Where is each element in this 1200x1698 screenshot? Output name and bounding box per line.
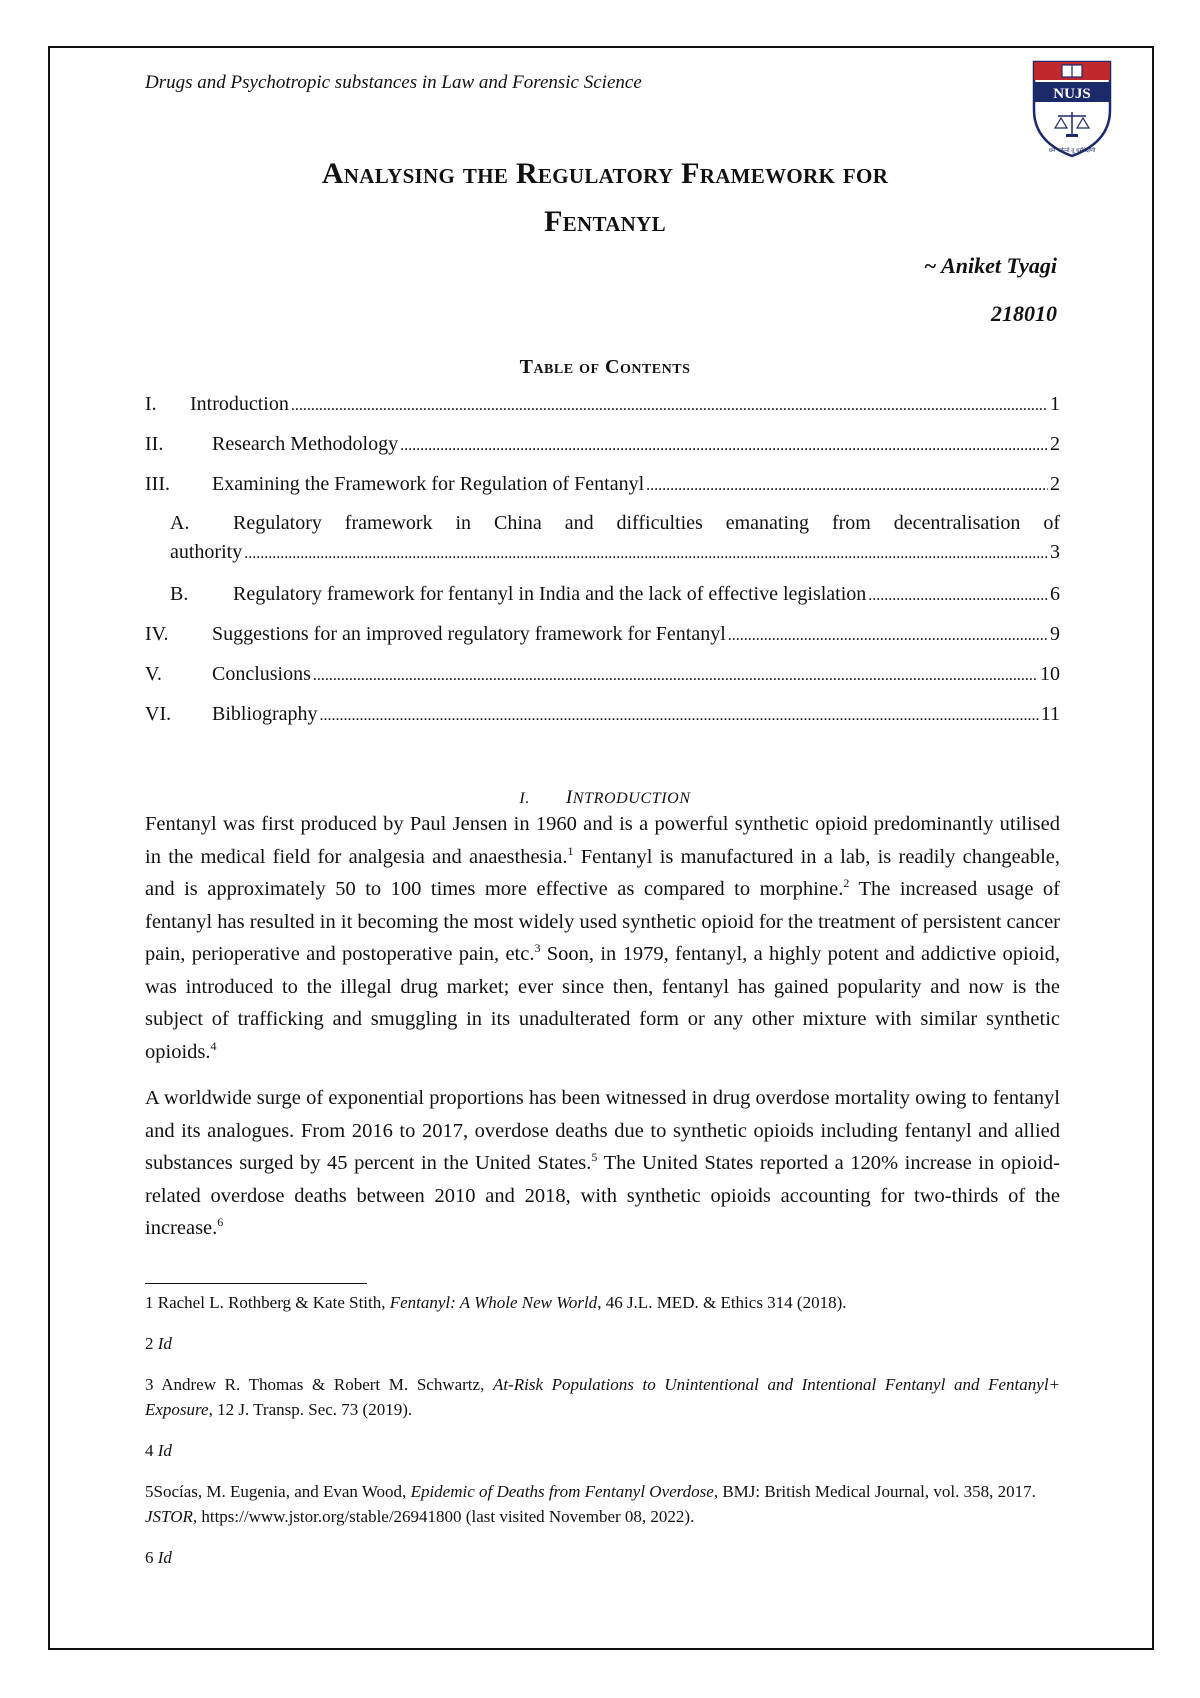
toc-entry[interactable]: VI. Bibliography ..... 11 bbox=[145, 694, 1060, 734]
footnote-ref[interactable]: 1 bbox=[567, 843, 574, 858]
svg-text:धर्म पर्यत्नो तु धर्मपेक्षणी: धर्म पर्यत्नो तु धर्मपेक्षणी bbox=[1048, 148, 1096, 154]
toc-entry[interactable]: V. Conclusions ..... 10 bbox=[145, 654, 1060, 694]
document-title bbox=[145, 150, 1065, 246]
footnote: 6 Id bbox=[145, 1548, 172, 1567]
student-id: 218010 bbox=[991, 301, 1057, 326]
title-line-2: Fentanyl bbox=[544, 205, 666, 238]
footnote: 5Socías, M. Eugenia, and Evan Wood, Epidemic of Deaths from Fentanyl Overdose, BMJ: British Medical Journal, vol. 358, 2017. JSTOR, https://www.jstor.org/stable/26941800 (last visited November 08, 2022). bbox=[145, 1482, 1036, 1526]
footnote: 3 Andrew R. Thomas & Robert M. Schwartz, At-Risk Populations to Unintentional and Intentional Fentanyl and Fentanyl+ Exposure, 12 J. Transp. Sec. 73 (2019). bbox=[145, 1375, 1061, 1419]
toc-heading: Table of Contents bbox=[519, 356, 691, 378]
footnote: 1 Rachel L. Rothberg & Kate Stith, Fentanyl: A Whole New World, 46 J.L. MED. & Ethics 314 (2018). bbox=[145, 1293, 847, 1312]
paragraph-1: Fentanyl was first produced by Paul Jensen in 1960 and is a powerful synthetic opioid predominantly utilised in the medical field for analgesia and anaesthesia.$^1$ Fentanyl is manufactured in a lab, is readily changeable, and is approximately 50 to 100 times more effective as compared to morphine.$^2$ The increased usage of fentanyl has resulted in it becoming the most widely used synthetic opioid for the treatment of persistent cancer pain, perioperative and postoperative pain, etc.$^3$ Soon, in 1979, fentanyl, a highly potent and addictive opioid, was introduced to the illegal drug market; ever since then, fentanyl has gained popularity and now is the subject of trafficking and smuggling in its unadulterated form or any other mixture with similar synthetic opioids.$^4$ bbox=[145, 813, 1060, 1063]
footnote-ref[interactable]: 3 bbox=[534, 941, 541, 956]
footnote-ref[interactable]: 2 bbox=[843, 876, 850, 891]
footnote-ref[interactable]: 5 bbox=[591, 1150, 598, 1165]
jstor-link[interactable]: , https://www.jstor.org/stable/26941800 (last visited November 08, 2022). bbox=[192, 1507, 695, 1526]
table-of-contents bbox=[145, 384, 1060, 734]
toc-entry[interactable]: II. Research Methodology ..... 2 bbox=[145, 424, 1060, 464]
toc-entry[interactable]: A. Regulatory framework in China and difficulties emanating from decentralisation of authority ..... 3 bbox=[170, 504, 1060, 574]
toc-entry[interactable]: B. Regulatory framework for fentanyl in India and the lack of effective legislation ..... 6 bbox=[170, 574, 1060, 614]
footnote-ref[interactable]: 4 bbox=[210, 1038, 217, 1053]
paragraph-2: A worldwide surge of exponential proportions has been witnessed in drug overdose mortality owing to fentanyl and its analogues. From 2016 to 2017, overdose deaths due to synthetic opioids including fentanyl and allied substances surged by 45 percent in the United States.$^5$ The United States reported a 120% increase in opioid-related overdose deaths between 2010 and 2018, with synthetic opioids accounting for two-thirds of the increase.$^6$ bbox=[145, 1087, 1061, 1239]
title-line-1: Analysing the Regulatory Framework for bbox=[321, 157, 889, 190]
toc-entry[interactable]: I. Introduction ..... 1 bbox=[145, 384, 1060, 424]
footnote: 2 Id bbox=[145, 1334, 172, 1353]
footnote-ref[interactable]: 6 bbox=[217, 1215, 224, 1230]
footnotes bbox=[145, 1290, 1060, 1586]
toc-entry[interactable]: IV. Suggestions for an improved regulatory framework for Fentanyl ..... 9 bbox=[145, 614, 1060, 654]
footnote: 4 Id bbox=[145, 1441, 172, 1460]
nujs-logo bbox=[1022, 58, 1122, 158]
author-name: ~ Aniket Tyagi bbox=[923, 253, 1057, 278]
section-heading-introduction: I. INTRODUCTION bbox=[519, 787, 691, 808]
toc-entry[interactable]: III. Examining the Framework for Regulation of Fentanyl ..... 2 bbox=[145, 464, 1060, 504]
footnote-separator bbox=[145, 1283, 367, 1284]
course-header: Drugs and Psychotropic substances in Law and Forensic Science bbox=[145, 72, 642, 93]
svg-text:NUJS: NUJS bbox=[1053, 86, 1091, 102]
body-text bbox=[145, 808, 1060, 1259]
